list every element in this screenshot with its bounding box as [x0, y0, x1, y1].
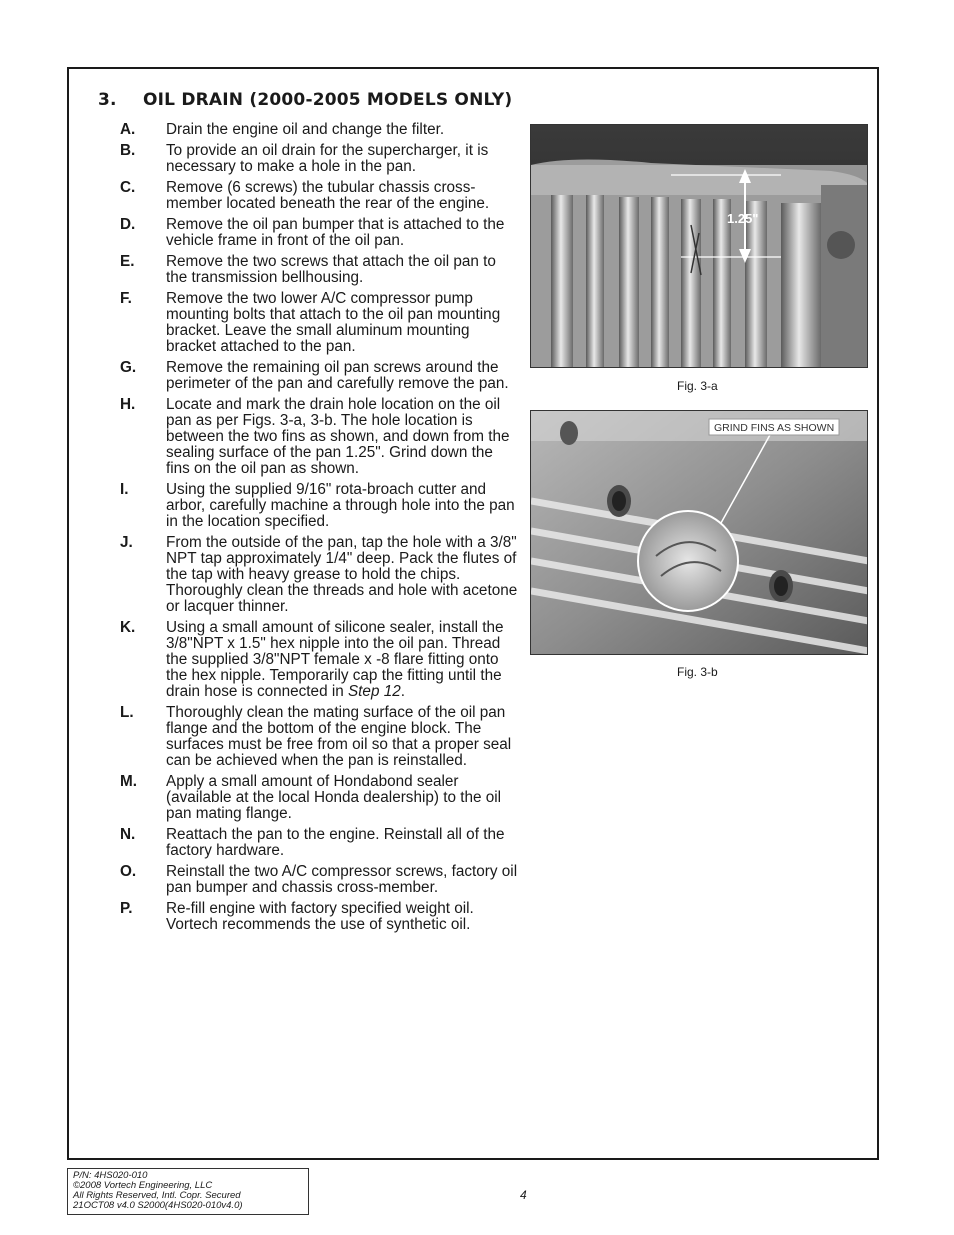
step-letter: C.: [120, 179, 136, 196]
footer-version: 21OCT08 v4.0 S2000(4HS020-010v4.0): [73, 1200, 243, 1211]
step-item: [120, 620, 520, 700]
step-item: [120, 180, 520, 212]
step-text: Remove (6 screws) the tubular chassis cross-member located beneath the rear of the engine.: [166, 179, 490, 212]
section-title: OIL DRAIN (2000-2005 MODELS ONLY): [143, 90, 513, 110]
footer-copyright: ©2008 Vortech Engineering, LLC: [73, 1180, 213, 1191]
step-item: [120, 254, 520, 286]
step-text: From the outside of the pan, tap the hole with a 3/8" NPT tap approximately 1/4" deep. Pack the flutes of the tap with heavy grease to hold the chips. Thoroughly clean the threads and hole with acetone or lacquer thinner.: [166, 534, 518, 615]
step-item: [120, 705, 520, 769]
step-letter: E.: [120, 253, 135, 270]
step-item: [120, 217, 520, 249]
step-letter: G.: [120, 359, 137, 376]
step-text: Remove the remaining oil pan screws around the perimeter of the pan and carefully remove the pan.: [166, 359, 509, 392]
step-letter: A.: [120, 121, 136, 138]
step-letter: D.: [120, 216, 136, 233]
page-number: 4: [520, 1188, 527, 1202]
step-text: To provide an oil drain for the supercharger, it is necessary to make a hole in the pan.: [166, 142, 489, 175]
step-letter: J.: [120, 534, 133, 551]
figure-3a-caption: Fig. 3-a: [677, 379, 718, 393]
footer-rights: All Rights Reserved, Intl. Copr. Secured: [73, 1190, 241, 1201]
step-letter: H.: [120, 396, 136, 413]
step-letter: B.: [120, 142, 136, 159]
step-text: Remove the two lower A/C compressor pump mounting bolts that attach to the oil pan mounting bracket. Leave the small aluminum mounting bracket attached to the pan.: [166, 290, 501, 355]
step-text: Remove the two screws that attach the oil pan to the transmission bellhousing.: [166, 253, 496, 286]
step-item: [120, 774, 520, 822]
step-text: Reinstall the two A/C compressor screws, factory oil pan bumper and chassis cross-member.: [166, 863, 518, 896]
step-text: Thoroughly clean the mating surface of the oil pan flange and the bottom of the engine block. The surfaces must be free from oil so that a proper seal can be achieved when the pan is reinstalled.: [166, 704, 512, 769]
ground-fins-image: [531, 411, 868, 655]
step-letter: M.: [120, 773, 137, 790]
step-text: Locate and mark the drain hole location on the oil pan as per Figs. 3-a, 3-b. The hole location is between the two fins as shown, and down from the sealing surface of the pan 1.25". Grind down the fins on the oil pan as shown.: [166, 396, 510, 477]
step-text: Drain the engine oil and change the filter.: [166, 121, 445, 138]
step-text: Remove the oil pan bumper that is attached to the vehicle frame in front of the oil pan.: [166, 216, 505, 249]
step-item: [120, 482, 520, 530]
step-letter: I.: [120, 481, 129, 498]
step-text: Apply a small amount of Hondabond sealer (available at the local Honda dealership) to the oil pan mating flange.: [166, 773, 502, 822]
step-letter: P.: [120, 900, 133, 917]
step-text: Using the supplied 9/16" rota-broach cutter and arbor, carefully machine a through hole into the pan in the location specified.: [166, 481, 515, 530]
figure-3b-caption: Fig. 3-b: [677, 665, 718, 679]
step-item: [120, 291, 520, 355]
step-item: [120, 535, 520, 615]
footer-part-number: P/N: 4HS020-010: [73, 1170, 148, 1181]
callout-label: GRIND FINS AS SHOWN: [714, 422, 835, 434]
step-letter: L.: [120, 704, 134, 721]
dimension-label: 1.25": [727, 211, 759, 226]
step-letter: O.: [120, 863, 137, 880]
step-item: [120, 122, 520, 138]
figure-3b-photo: [530, 410, 868, 655]
step-reference: Step 12: [347, 683, 401, 700]
step-item: [120, 143, 520, 175]
step-text: [166, 620, 520, 700]
step-list: [120, 122, 520, 938]
section-heading: [98, 90, 512, 110]
step-item: [120, 864, 520, 896]
step-text: Reattach the pan to the engine. Reinstall all of the factory hardware.: [166, 826, 505, 859]
step-item: [120, 360, 520, 392]
step-item: [120, 827, 520, 859]
figure-3a-photo: [530, 124, 868, 368]
footer-info-box: [67, 1168, 309, 1215]
step-text-main: Using a small amount of silicone sealer, install the 3/8"NPT x 1.5" hex nipple into the oil pan. Thread the supplied 3/8"NPT female x -8 flare fitting onto the hex nipple. Temporarily cap the fitting until the drain hose is connected in: [166, 619, 504, 700]
grind-area-circle: [638, 511, 738, 611]
section-number: 3.: [98, 90, 117, 110]
step-letter: F.: [120, 290, 132, 307]
step-item: [120, 901, 520, 933]
step-item: [120, 397, 520, 477]
step-letter: K.: [120, 619, 136, 636]
oil-pan-fins-image: [531, 125, 868, 368]
step-text-tail: .: [400, 683, 405, 700]
step-letter: N.: [120, 826, 136, 843]
step-text: Re-fill engine with factory specified weight oil. Vortech recommends the use of synthetic oil.: [166, 900, 474, 933]
